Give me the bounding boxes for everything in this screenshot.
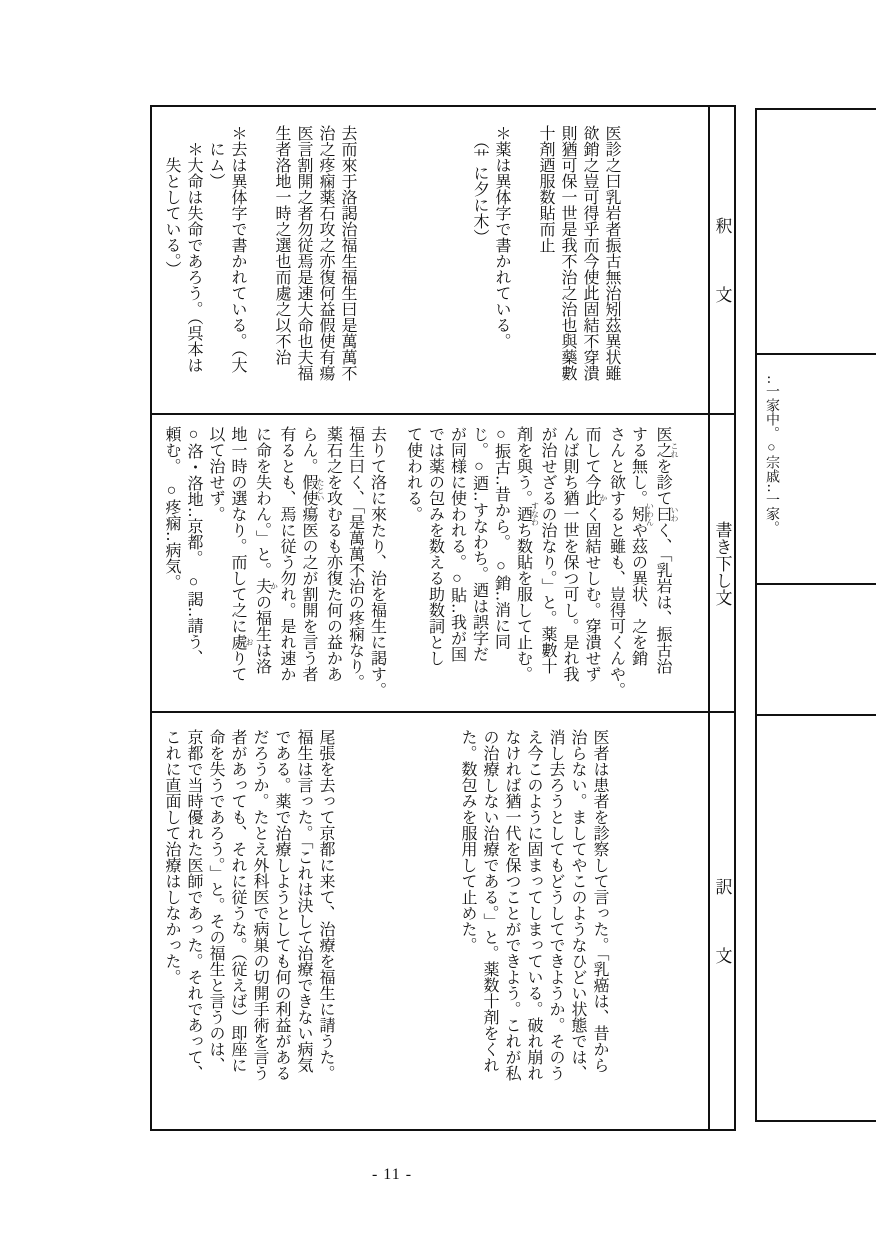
- section-label-text: 書き下し文: [712, 520, 732, 606]
- kakikudashi-paragraph-2: 去りて洛に來たり、治を福生に謁す。 福生曰く、「是萬萬不治の疼痫なり。 薬石之を攻むるも亦復た何の益かあ らん。假使 たとい瘍医の之が割開を言う者 有るとも、焉に従う勿れ。是れ速か に命を失わん。」と。夫 かの福生は洛 地一時の選なり。而して之に處 おりて 以て治せず。: [207, 426, 386, 698]
- shakubun-kanbun-paragraph-2: 去而來于洛謁治福生福生曰是萬萬不 治之疼痫薬石攻之亦復何益假使有瘍 医言割開之者勿従焉是速大命也夫福 生者洛地一時之選也而處之以不治: [273, 125, 356, 381]
- section-label-kakikudashi: [708, 415, 734, 711]
- yakubun-paragraph-1: 医者は患者を診察して言った。「乳癌は、昔から 治らない。ましてやこのようなひどい状態では、 消し去ろうとしてもどうしてできようか。そのう え今このように固まってしまっている。破れ崩れ なければ猶一代を保つことができよう。これが私 の治療しない治療である。」と。薬数十剤をくれ た。数包みを服用して止めた。: [459, 729, 608, 1081]
- page-number: - 11 -: [371, 1166, 413, 1183]
- shakubun-note-taimei: ＊大命は失命であろう。（呉本は 失としている。）: [163, 125, 202, 373]
- side-row-divider: [757, 583, 876, 585]
- side-column-note: ‥一家中。○宗戚‥一家。: [764, 375, 779, 535]
- section-label-text: 釈文: [712, 217, 732, 355]
- adjacent-page-table: [755, 108, 876, 1122]
- kakikudashi-content: [152, 415, 708, 711]
- shakubun-note-kusuri: ＊薬は異体字で書かれている。 （艹に夕に木）: [471, 125, 510, 349]
- section-label-yakubun: [708, 713, 734, 1129]
- section-shakubun: [152, 107, 734, 415]
- section-yakubun: [152, 713, 734, 1129]
- side-row-divider: [757, 353, 876, 355]
- shakubun-content: [152, 107, 708, 413]
- kakikudashi-notes-2: ○洛・洛地‥京都。 ○謁‥請う、 頼む。 ○疼痫‥病気。: [163, 426, 202, 666]
- yakubun-content: [152, 713, 708, 1129]
- section-kakikudashi: [152, 415, 734, 713]
- section-label-text: 訳文: [712, 878, 732, 1016]
- yakubun-paragraph-2: 尾張を去って京都に来て、治療を福生に請うた。 福生は言った。「これは決して治療できない病気 である。薬で治療しようとしても何の利益がある だろうか。たとえ外科医で病巣の切開手術を言う 者があっても、それに従うな。（従えば）即座に 命を失うであろう。」と。その福生と言うのは、 京都で当時優れた医師であった。それであって、 これに直面して治療はしなかった。: [163, 729, 334, 1081]
- kakikudashi-notes-1: ○振古‥昔から。 ○銷‥消に同 じ。○迺‥すなわち。迺は誤字だ が同様に使われる。○貼‥我が国 では薬の包みを数える助数詞とし て使われる。: [404, 426, 510, 666]
- shakubun-kanbun-paragraph-1: 医診之曰乳岩者振古無治矧茲異状雖 欲銷之豈可得乎而今使此固結不穿潰 則猶可保一世是我不治之治也與藥數 十剤迺服数貼而止: [537, 125, 620, 381]
- side-row-divider: [757, 714, 876, 716]
- section-label-shakubun: [708, 107, 734, 413]
- shakubun-note-saru: ＊去は異体字で書かれている。（大 にム）: [207, 125, 246, 373]
- kakikudashi-paragraph-1: 医之 これを診て曰 いわく、「乳岩は、振古治 する無し。矧 いわんや茲の異状、之を銷 さんと欲すると雖も、豈得可くんや。 而して今此 かく固結せしむ。穿潰せず んば則ち猶一世を保つ可し。是れ我 が治せざるの治なり。」と。薬數十 剤を與う。迺 すなわち数貼を服して止む。: [514, 426, 679, 698]
- main-table: [150, 105, 736, 1131]
